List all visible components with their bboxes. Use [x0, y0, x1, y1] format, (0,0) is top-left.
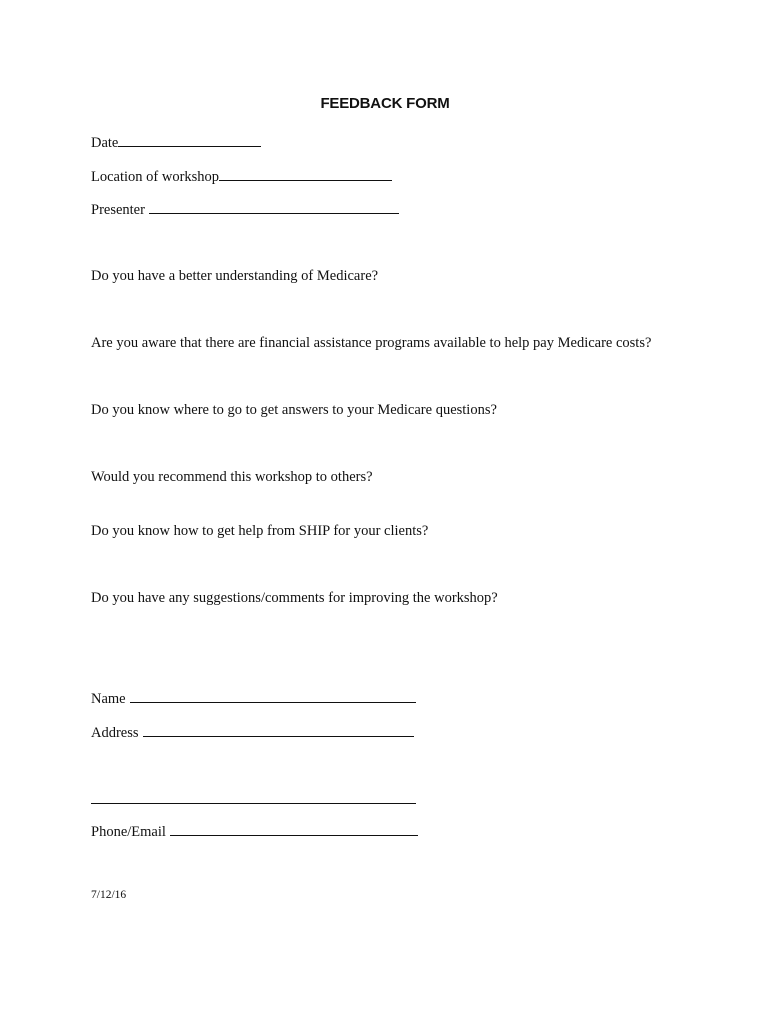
location-label: Location of workshop: [91, 169, 220, 185]
question-1: Do you have a better understanding of Medicare?: [91, 268, 379, 284]
presenter-label: Presenter: [91, 202, 145, 218]
location-field[interactable]: [219, 167, 392, 181]
phone-email-label: Phone/Email: [91, 824, 166, 840]
question-6-answer-area[interactable]: [91, 612, 681, 672]
question-1-answer-area[interactable]: [91, 290, 681, 320]
question-2: Are you aware that there are financial assistance programs available to help pay Medicare costs?: [91, 335, 652, 351]
address-label: Address: [91, 725, 139, 741]
location-row: [91, 167, 392, 186]
address-line-2-field[interactable]: [91, 803, 416, 804]
presenter-row: [91, 200, 399, 219]
date-row: [91, 133, 261, 152]
question-3-answer-area[interactable]: [91, 424, 681, 454]
phone-email-field[interactable]: [170, 822, 418, 836]
question-2-answer-area[interactable]: [91, 357, 681, 387]
name-field[interactable]: [130, 689, 416, 703]
date-label: Date: [91, 135, 119, 151]
form-title: FEEDBACK FORM: [320, 95, 450, 112]
question-3: Do you know where to go to get answers to your Medicare questions?: [91, 402, 497, 418]
date-field[interactable]: [118, 133, 261, 147]
footer-date: 7/12/16: [91, 889, 127, 901]
question-5-answer-area[interactable]: [91, 545, 681, 575]
question-4-answer-area[interactable]: [91, 491, 681, 521]
question-5: Do you know how to get help from SHIP for your clients?: [91, 523, 429, 539]
name-label: Name: [91, 691, 126, 707]
name-row: [91, 689, 416, 708]
presenter-field[interactable]: [149, 200, 399, 214]
phone-email-row: [91, 822, 418, 841]
address-row: [91, 723, 414, 742]
address-field[interactable]: [143, 723, 414, 737]
question-6: Do you have any suggestions/comments for improving the workshop?: [91, 590, 498, 606]
question-4: Would you recommend this workshop to others?: [91, 469, 373, 485]
